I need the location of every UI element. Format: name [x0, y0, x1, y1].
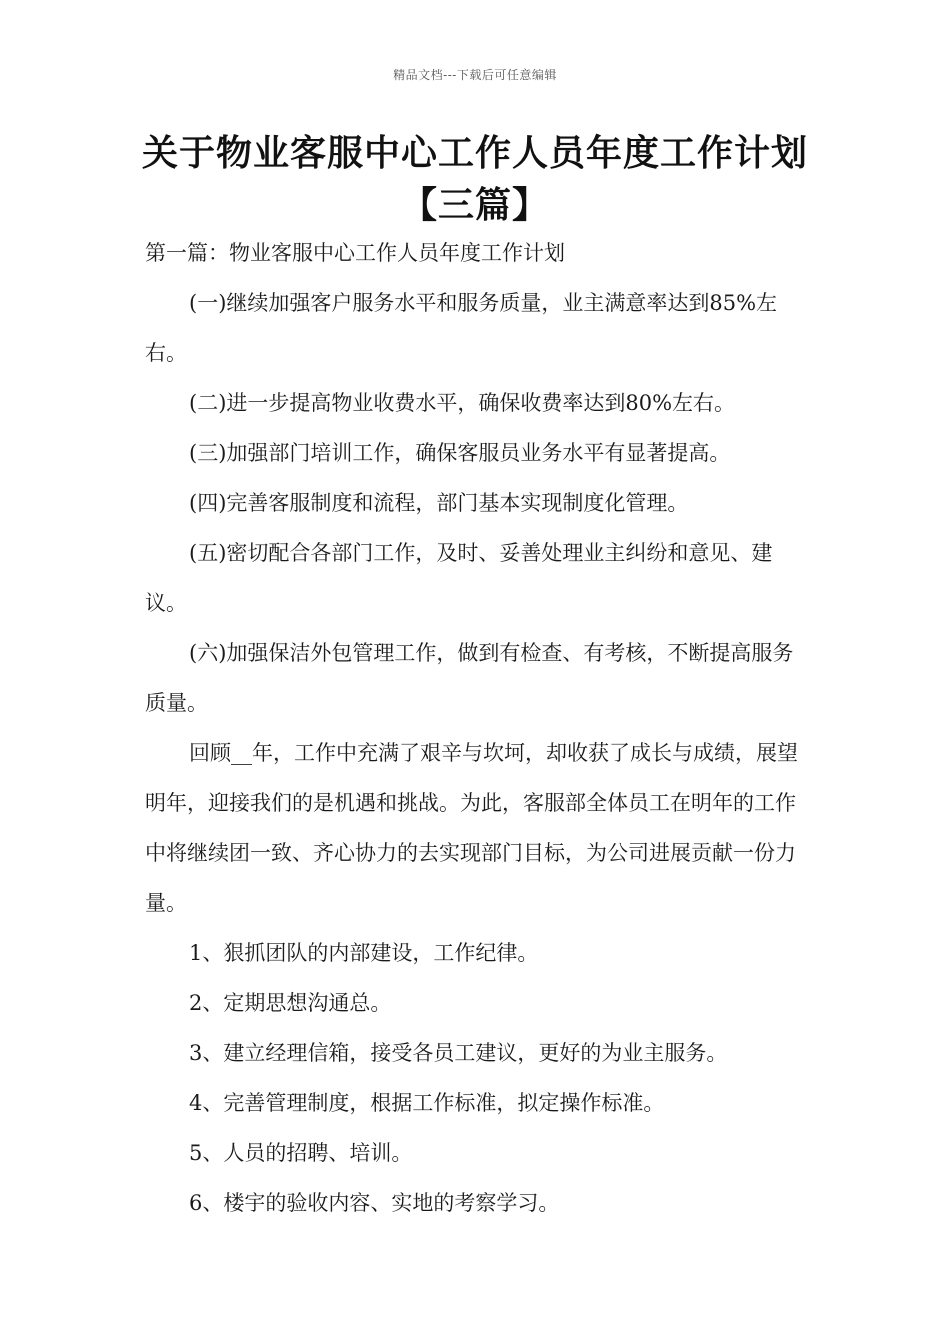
paragraph: 回顾__年，工作中充满了艰辛与坎坷，却收获了成长与成绩，展望明年，迎接我们的是机遇和挑战。为此，客服部全体员工在明年的工作中将继续团一致、齐心协力的去实现部门目标，为公司进展贡献一份力量。: [145, 741, 798, 915]
list-item: 4、完善管理制度，根据工作标准，拟定操作标准。: [189, 1091, 665, 1115]
paragraph: (二)进一步提高物业收费水平，确保收费率达到80%左右。: [189, 391, 736, 415]
list-item: 3、建立经理信箱，接受各员工建议，更好的为业主服务。: [189, 1041, 728, 1065]
list-item: 5、人员的招聘、培训。: [189, 1141, 413, 1165]
list-item: 6、楼宇的验收内容、实地的考察学习。: [189, 1191, 560, 1215]
paragraph: (一)继续加强客户服务水平和服务质量，业主满意率达到85%左右。: [145, 291, 778, 365]
document-body: [145, 228, 810, 1228]
paragraph: (五)密切配合各部门工作，及时、妥善处理业主纠纷和意见、建议。: [145, 541, 773, 615]
list-item: 1、狠抓团队的内部建设，工作纪律。: [189, 941, 539, 965]
paragraph: (三)加强部门培训工作，确保客服员业务水平有显著提高。: [189, 441, 731, 465]
header-note: 精品文档---下载后可任意编辑: [393, 68, 557, 82]
list-item: 2、定期思想沟通总。: [189, 991, 392, 1015]
document-title: 关于物业客服中心工作人员年度工作计划【三篇】: [141, 133, 808, 226]
paragraph: (四)完善客服制度和流程，部门基本实现制度化管理。: [189, 491, 689, 515]
section-label: 第一篇：物业客服中心工作人员年度工作计划: [145, 241, 565, 265]
paragraph: (六)加强保洁外包管理工作，做到有检查、有考核，不断提高服务质量。: [145, 641, 794, 715]
